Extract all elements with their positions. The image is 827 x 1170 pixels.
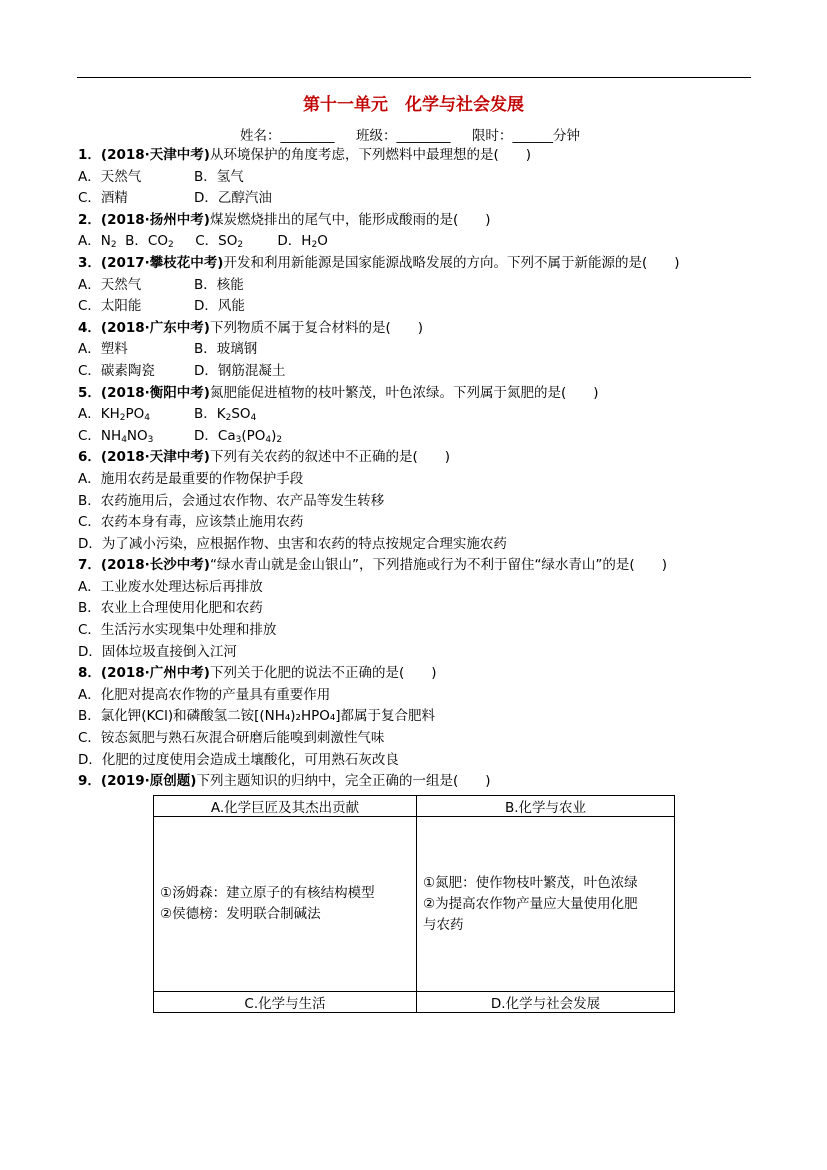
- time-label: 限时：: [471, 128, 513, 144]
- option-d[interactable]: D．化肥的过度使用会造成土壤酸化，可用熟石灰改良: [78, 751, 399, 768]
- q3-options-row1: [78, 275, 758, 297]
- time-unit: 分钟: [552, 128, 580, 144]
- option-b[interactable]: B．$CO_2$: [125, 233, 174, 251]
- table-cell-a: ①汤姆森：建立原子的有核结构模型 ②侯德榜：发明联合制碱法: [154, 817, 417, 992]
- name-blank[interactable]: ________: [280, 128, 335, 144]
- q3-options-row2: [78, 296, 758, 318]
- option-c[interactable]: C．$SO_2$: [195, 233, 244, 251]
- option-b[interactable]: B．$K_2SO_4$: [194, 406, 257, 424]
- table-header-b: B.化学与农业: [417, 796, 675, 817]
- option-b[interactable]: B．农药施用后，会通过农作物、农产品等发生转移: [78, 492, 385, 509]
- table-header-d: D.化学与社会发展: [417, 992, 675, 1013]
- class-label: 班级：: [355, 128, 397, 144]
- q4-options-row2: [78, 361, 758, 383]
- option-a[interactable]: A．塑料: [78, 341, 128, 358]
- option-d[interactable]: D．$Ca_3(PO_4)_2$: [194, 427, 283, 445]
- question-5: 5．(2018·衡阳中考)氮肥能促进植物的枝叶繁茂，叶色浓绿。下列属于氮肥的是( ): [78, 384, 599, 401]
- table-header-a: A.化学巨匠及其杰出贡献: [154, 796, 417, 817]
- knowledge-table: [153, 795, 675, 1013]
- option-d[interactable]: D．为了减小污染，应根据作物、虫害和农药的特点按规定合理实施农药: [78, 535, 507, 552]
- option-a[interactable]: A．$KH_2PO_4$: [78, 406, 150, 424]
- page-title: 第十一单元 化学与社会发展: [303, 95, 524, 115]
- option-c[interactable]: C．太阳能: [78, 298, 142, 315]
- option-c[interactable]: C．农药本身有毒，应该禁止施用农药: [78, 514, 304, 531]
- q4-options-row1: [78, 339, 758, 361]
- question-9: 9．(2019·原创题)下列主题知识的归纳中，完全正确的一组是( ): [78, 773, 491, 790]
- table-header-c: C.化学与生活: [154, 992, 417, 1013]
- name-label: 姓名：: [240, 128, 281, 144]
- option-a[interactable]: A．天然气: [78, 276, 142, 293]
- question-6: 6．(2018·天津中考)下列有关农药的叙述中不正确的是( ): [78, 449, 450, 466]
- option-d[interactable]: D．固体垃圾直接倒入江河: [78, 643, 237, 660]
- question-3: 3．(2017·攀枝花中考)开发和利用新能源是国家能源战略发展的方向。下列不属于新能源的是( ): [78, 254, 680, 271]
- option-c[interactable]: C．酒精: [78, 190, 128, 207]
- option-a[interactable]: A．$N_2$: [78, 233, 117, 251]
- option-d[interactable]: D．乙醇汽油: [194, 190, 272, 207]
- q2-options: [78, 231, 758, 253]
- q1-options-row2: [78, 188, 758, 210]
- time-blank[interactable]: ______: [512, 128, 553, 144]
- option-b[interactable]: B．氢气: [194, 168, 244, 185]
- student-info-line: [240, 124, 580, 144]
- q5-options-row2: [78, 426, 758, 448]
- option-b[interactable]: B．玻璃钢: [194, 341, 258, 358]
- option-a[interactable]: A．天然气: [78, 168, 142, 185]
- question-1: 1．(2018·天津中考)从环境保护的角度考虑，下列燃料中最理想的是( ): [78, 147, 531, 163]
- class-blank[interactable]: ________: [396, 128, 451, 144]
- option-a[interactable]: A．施用农药是最重要的作物保护手段: [78, 470, 304, 487]
- option-d[interactable]: D．钢筋混凝土: [194, 362, 286, 379]
- option-c[interactable]: C．铵态氮肥与熟石灰混合研磨后能嗅到刺激性气味: [78, 730, 385, 747]
- option-b[interactable]: B．农业上合理使用化肥和农药: [78, 600, 263, 617]
- option-d[interactable]: D．$H_2O$: [277, 233, 328, 251]
- question-7: 7．(2018·长沙中考)“绿水青山就是金山银山”，下列措施或行为不利于留住“绿水青山”的是( ): [78, 557, 667, 574]
- option-c[interactable]: C．碳素陶瓷: [78, 362, 155, 379]
- q5-options-row1: [78, 404, 758, 426]
- option-a[interactable]: A．工业废水处理达标后再排放: [78, 578, 263, 595]
- table-cell-b: ①氮肥：使作物枝叶繁茂，叶色浓绿 ②为提高农作物产量应大量使用化肥 与农药: [417, 817, 675, 992]
- option-d[interactable]: D．风能: [194, 298, 245, 315]
- header-rule: [77, 77, 751, 78]
- option-c[interactable]: C．$NH_4NO_3$: [78, 427, 154, 445]
- option-b[interactable]: B．核能: [194, 276, 244, 293]
- question-list: [78, 145, 758, 793]
- option-b[interactable]: B．氯化钾(KCl)和磷酸氢二铵[(NH₄)₂HPO₄]都属于复合肥料: [78, 708, 436, 725]
- q1-options-row1: [78, 167, 758, 189]
- question-8: 8．(2018·广州中考)下列关于化肥的说法不正确的是( ): [78, 665, 437, 682]
- question-2: 2．(2018·扬州中考)煤炭燃烧排出的尾气中，能形成酸雨的是( ): [78, 211, 491, 228]
- option-a[interactable]: A．化肥对提高农作物的产量具有重要作用: [78, 686, 331, 703]
- question-4: 4．(2018·广东中考)下列物质不属于复合材料的是( ): [78, 319, 423, 336]
- option-c[interactable]: C．生活污水实现集中处理和排放: [78, 622, 277, 639]
